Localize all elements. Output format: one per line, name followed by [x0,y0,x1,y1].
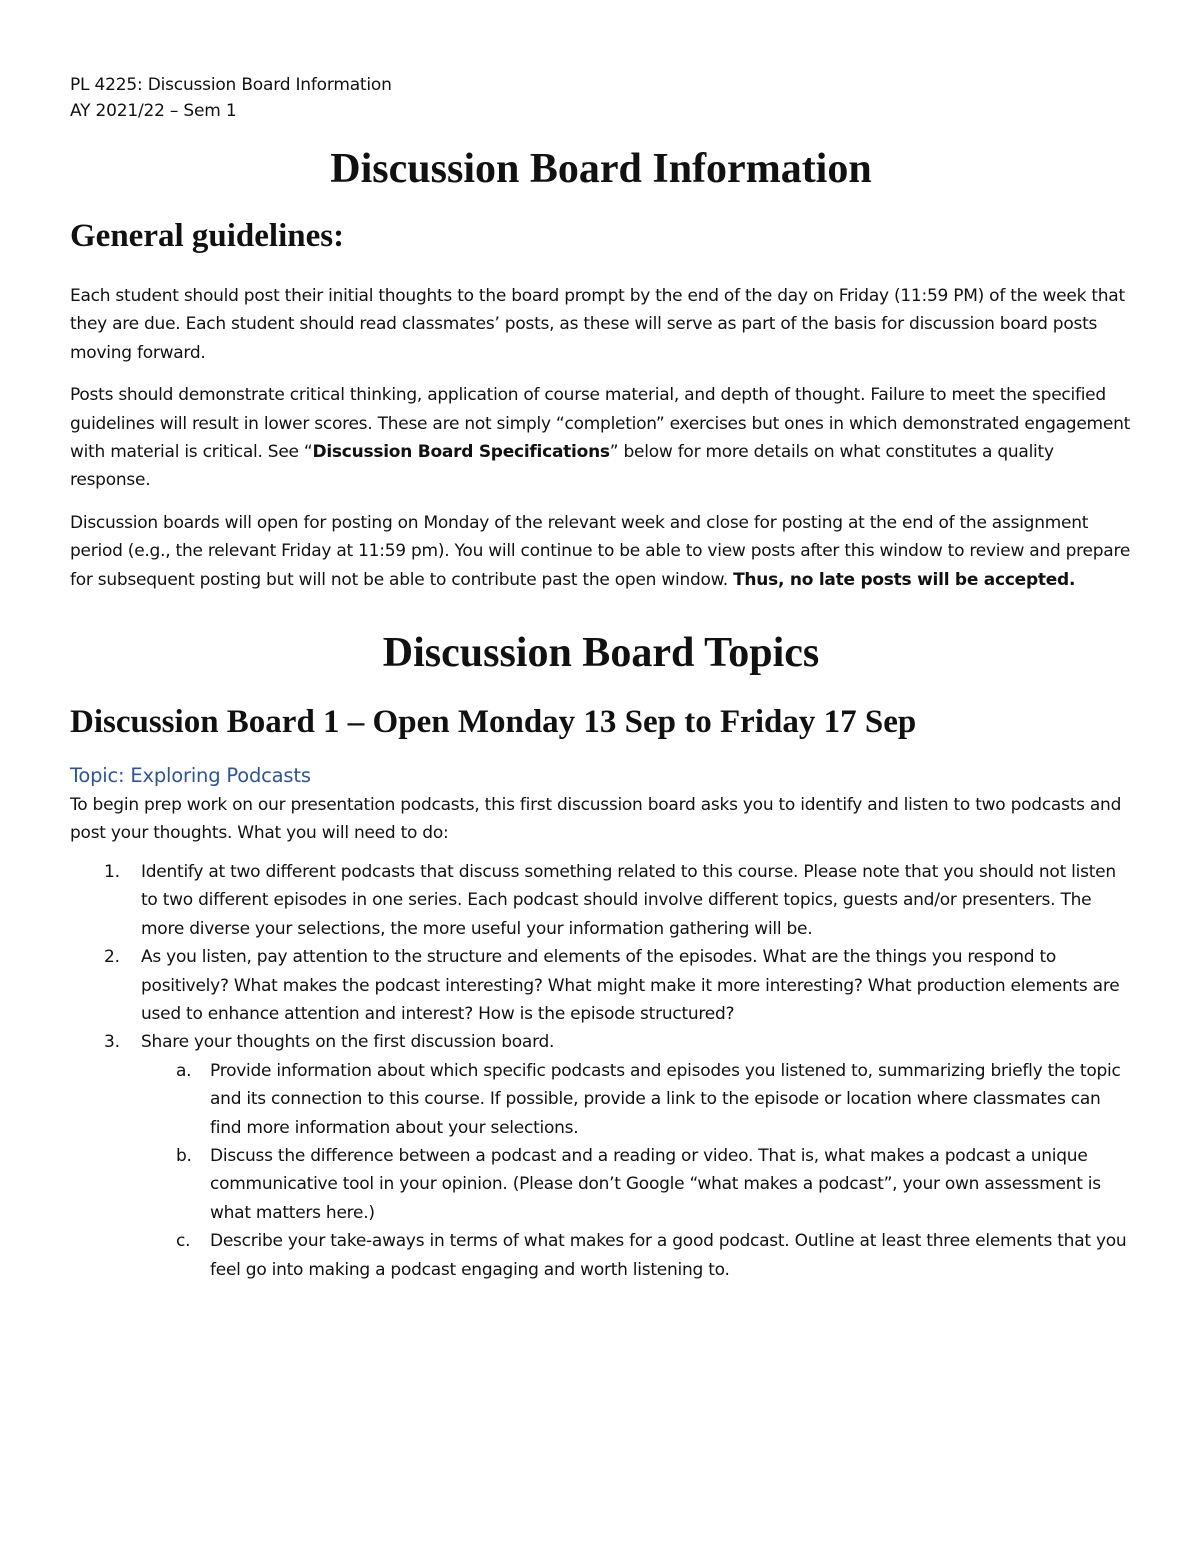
guideline-paragraph-2-text-b: ” below for more details on what constitutes a quality response. [70,442,1054,491]
board-1-topic: Topic: Exploring Podcasts [70,764,311,788]
step-item [70,858,1132,943]
step-number: 1. [104,861,120,882]
step-number: 2. [104,947,120,968]
substep-text: Provide information about which specific podcasts and episodes you listened to, summarizing briefly the topic and its connection to this course. If possible, provide a link to the episode or location where classmates can find more information about your selections. [210,1060,1121,1138]
board-1-heading: Discussion Board 1 – Open Monday 13 Sep to Friday 17 Sep [70,704,917,741]
substep-item [176,1227,1132,1284]
substep-letter: a. [176,1060,192,1081]
substep-text: Discuss the difference between a podcast and a reading or video. That is, what makes a podcast a unique communicative tool in your opinion. (Please don’t Google “what makes a podcast”, your own assessment is what matters here.) [210,1145,1101,1223]
substep-text: Describe your take-aways in terms of what makes for a good podcast. Outline at least three elements that you feel go into making a podcast engaging and worth listening to. [210,1231,1127,1280]
course-header: PL 4225: Discussion Board Information [70,75,392,95]
substep-item [176,1142,1132,1227]
topics-title: Discussion Board Topics [382,630,820,677]
guideline-paragraph-2 [70,381,1132,495]
document-page [70,72,1132,1284]
step-text: Share your thoughts on the first discussion board. [141,1032,555,1053]
guideline-paragraph-2-text-a: Posts should demonstrate critical thinking, application of course material, and depth of thought. Failure to meet the specified guidelines will result in lower scores. These are not simply “completion” exercises but ones in which demonstrated engagement with material is critical. See “ [70,385,1131,463]
board-1-steps [70,858,1132,1284]
specifications-reference: Discussion Board Specifications [312,442,610,463]
guideline-paragraph-3 [70,509,1132,594]
step-item [70,943,1132,1028]
step-3-substeps [141,1057,1132,1284]
guideline-paragraph-3-text: Discussion boards will open for posting on Monday of the relevant week and close for posting at the end of the assignment period (e.g., the relevant Friday at 11:59 pm). You will continue to be able to view posts after this window to review and prepare for subsequent posting but will not be able to contribute past the open window. [70,512,1131,590]
board-1-intro: To begin prep work on our presentation podcasts, this first discussion board asks you to identify and listen to two podcasts and post your thoughts. What you will need to do: [70,795,1122,844]
no-late-posts-notice: Thus, no late posts will be accepted. [733,569,1076,590]
term-header: AY 2021/22 – Sem 1 [70,101,237,121]
substep-letter: c. [176,1231,191,1252]
guideline-paragraph-1: Each student should post their initial thoughts to the board prompt by the end of the day on Friday (11:59 PM) of the week that they are due. Each student should read classmates’ posts, as these will serve as part of the basis for discussion board posts moving forward. [70,286,1125,363]
step-item [70,1028,1132,1284]
substep-letter: b. [176,1145,192,1166]
substep-item [176,1057,1132,1142]
step-number: 3. [104,1032,120,1053]
step-text: As you listen, pay attention to the structure and elements of the episodes. What are the things you respond to positively? What makes the podcast interesting? What might make it more interesting? What production elements are used to enhance attention and interest? How is the episode structured? [141,947,1120,1024]
step-text: Identify at two different podcasts that discuss something related to this course. Please note that you should not listen to two different episodes in one series. Each podcast should involve different topics, guests and/or presenters. The more diverse your selections, the more useful your information gathering will be. [141,861,1116,939]
general-guidelines-heading: General guidelines: [70,218,345,254]
page-title: Discussion Board Information [330,146,872,192]
